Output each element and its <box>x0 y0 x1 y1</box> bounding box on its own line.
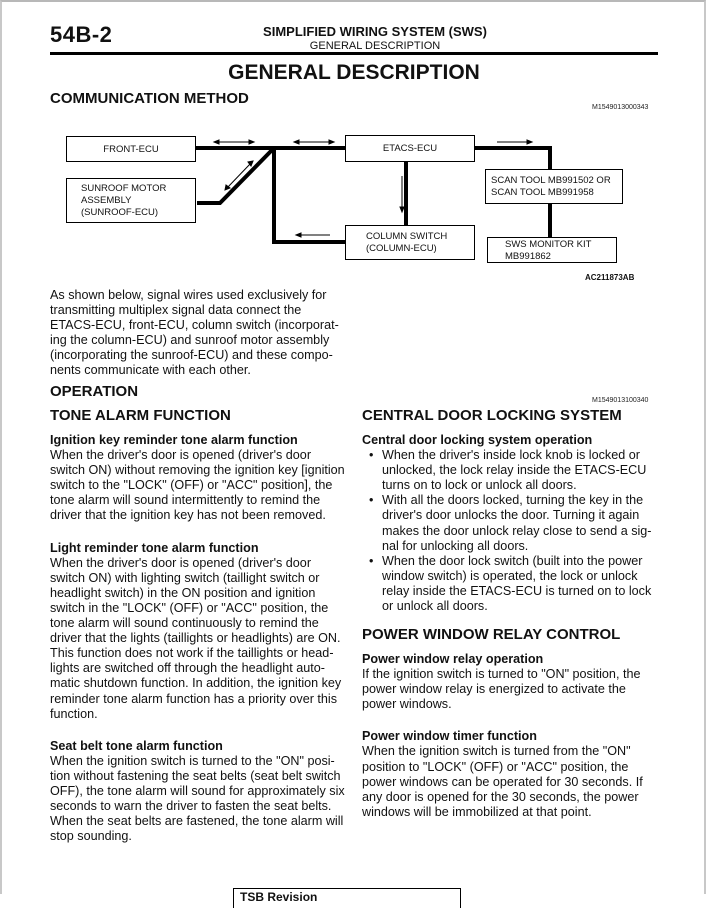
text-line: nal for unlocking all doors. <box>382 538 529 553</box>
text-line: When the driver's door is opened (driver's door <box>50 448 312 463</box>
relay-operation-title: Power window relay operation <box>362 652 544 666</box>
text-line: switch in the "LOCK" (OFF) or "ACC" position, the <box>50 600 329 615</box>
power-window-heading: POWER WINDOW RELAY CONTROL <box>362 626 621 643</box>
front-ecu-label: FRONT-ECU <box>103 144 159 155</box>
sunroof-ecu-box <box>66 178 196 223</box>
column-switch-label-2: (COLUMN-ECU) <box>366 243 437 254</box>
text-line: switch ON) with lighting switch (taillight switch or <box>50 570 320 585</box>
text-line: matic shutdown function. In addition, the ignition key <box>50 676 342 691</box>
etacs-ecu-label: ETACS-ECU <box>382 143 438 154</box>
text-line: stop sounding. <box>50 829 132 844</box>
bullet-item <box>362 493 672 553</box>
page-number: 54B-2 <box>50 22 113 47</box>
scan-tool-label-2: SCAN TOOL MB991958 <box>491 187 594 198</box>
central-door-section <box>362 433 672 614</box>
column-switch-label-1: COLUMN SWITCH <box>366 231 448 242</box>
text-line: makes the door unlock relay close to send a sig- <box>382 523 652 538</box>
timer-function-title: Power window timer function <box>362 729 537 744</box>
ignition-key-text <box>50 448 360 523</box>
scan-tool-box <box>485 169 623 204</box>
text-line: headlight switch) in the ON position and ignition <box>50 585 316 600</box>
central-door-heading: CENTRAL DOOR LOCKING SYSTEM <box>362 407 622 424</box>
communication-diagram <box>0 0 708 290</box>
text-line: If the ignition switch is turned to "ON" position, the <box>362 667 641 682</box>
text-line: When the ignition switch is turned to the "ON" posi- <box>50 753 335 768</box>
text-line: windows will be immobilized at that point. <box>362 804 592 819</box>
text-line: power window relay is energized to activate the <box>362 682 626 697</box>
tone-alarm-section <box>50 433 360 844</box>
light-reminder-title: Light reminder tone alarm function <box>50 540 259 555</box>
text-line: • With all the doors locked, turning the key in the <box>382 493 644 508</box>
text-line: driver that the lights (taillights or headlights) are ON. <box>50 631 341 646</box>
intro-paragraph <box>50 288 370 379</box>
text-line: unlocked, the lock relay inside the ETACS-ECU <box>382 463 647 478</box>
text-line: lights are switched off through the headlight auto- <box>50 661 325 676</box>
text-line: driver that the ignition key has not been removed. <box>50 508 326 523</box>
text-line: ETACS-ECU, front-ECU, column switch (incorporat- <box>50 318 339 333</box>
bullet-item <box>362 554 672 614</box>
text-line: tone alarm will sound intermittently to remind the <box>50 493 321 508</box>
section-title: SIMPLIFIED WIRING SYSTEM (SWS) <box>263 24 487 39</box>
text-line: reminder tone alarm function has a priority over this <box>50 691 337 706</box>
ref-code: M1549013000343 <box>592 104 649 111</box>
text-line: turns on to lock or unlock all doors. <box>382 478 577 493</box>
seat-belt-title: Seat belt tone alarm function <box>50 738 223 753</box>
relay-operation-text <box>362 667 672 712</box>
tone-alarm-heading: TONE ALARM FUNCTION <box>50 407 231 424</box>
etacs-ecu-box <box>345 135 475 162</box>
text-line: When the driver's door is opened (driver's door <box>50 555 312 570</box>
text-line: window switch) is operated, the lock or unlock <box>382 568 638 583</box>
text-line: tion without fastening the seat belts (seat belt switch <box>50 768 341 783</box>
text-line: relay inside the ETACS-ECU is turned on to lock <box>382 583 652 598</box>
text-line: power windows. <box>362 697 452 712</box>
figure-code: AC211873AB <box>585 273 635 282</box>
text-line: seconds to warn the driver to fasten the seat belts. <box>50 799 332 814</box>
operation-ref-code: M1549013100340 <box>592 397 649 404</box>
sws-monitor-box <box>487 237 617 263</box>
text-line: As shown below, signal wires used exclusively for <box>50 288 327 302</box>
text-line: OFF), the tone alarm will sound for approximately six <box>50 783 345 798</box>
section-subtitle: GENERAL DESCRIPTION <box>309 40 441 52</box>
text-line: tone alarm will sound continuously to remind the <box>50 616 319 631</box>
text-line: position to "LOCK" (OFF) or "ACC" position, the <box>362 759 629 774</box>
text-line: or unlock all doors. <box>382 599 488 614</box>
text-line: switch to the "LOCK" (OFF) or "ACC" position], the <box>50 478 333 493</box>
central-door-operation-title: Central door locking system operation <box>362 433 593 447</box>
sws-monitor-label-2: MB991862 <box>505 251 551 262</box>
text-line: This function does not work if the taillights or head- <box>50 646 334 661</box>
page-title: GENERAL DESCRIPTION <box>228 61 480 84</box>
bullet-item <box>362 448 672 493</box>
seat-belt-text <box>50 754 360 845</box>
sunroof-label-2: ASSEMBLY <box>81 195 132 206</box>
text-line: When the ignition switch is turned from the "ON" <box>362 744 631 759</box>
operation-heading: OPERATION <box>50 383 139 400</box>
text-line: function. <box>50 706 98 721</box>
front-ecu-box <box>66 136 196 162</box>
power-window-section <box>362 652 672 820</box>
ignition-key-title: Ignition key reminder tone alarm function <box>50 433 298 447</box>
text-line: • When the door lock switch (built into the power <box>382 553 643 568</box>
text-line: any door is opened for the 30 seconds, the power <box>362 789 639 804</box>
text-line: driver's door unlocks the door. Turning it again <box>382 508 640 523</box>
text-line: • When the driver's inside lock knob is locked or <box>382 448 640 463</box>
sunroof-label-1: SUNROOF MOTOR <box>81 183 167 194</box>
text-line: transmitting multiplex signal data connect the <box>50 303 302 318</box>
tsb-revision-label: TSB Revision <box>240 890 318 904</box>
sunroof-label-3: (SUNROOF-ECU) <box>81 207 159 218</box>
text-line: switch ON) without removing the ignition key [ignition <box>50 463 345 478</box>
text-line: power windows can be operated for 30 seconds. If <box>362 774 643 789</box>
central-door-bullets <box>362 448 672 614</box>
scan-tool-label-1: SCAN TOOL MB991502 OR <box>491 175 611 186</box>
text-line: When the seat belts are fastened, the tone alarm will <box>50 814 344 829</box>
text-line: ing the column-ECU) and sunroof motor assembly <box>50 333 330 348</box>
tsb-revision-box <box>233 888 461 908</box>
sws-monitor-label-1: SWS MONITOR KIT <box>505 239 592 250</box>
timer-function-text <box>362 744 672 819</box>
communication-method-heading: COMMUNICATION METHOD <box>50 90 249 107</box>
text-line: nents communicate with each other. <box>50 363 251 378</box>
light-reminder-text <box>50 556 360 722</box>
column-switch-box <box>345 225 475 260</box>
text-line: (incorporating the sunroof-ECU) and these compo- <box>50 348 333 363</box>
